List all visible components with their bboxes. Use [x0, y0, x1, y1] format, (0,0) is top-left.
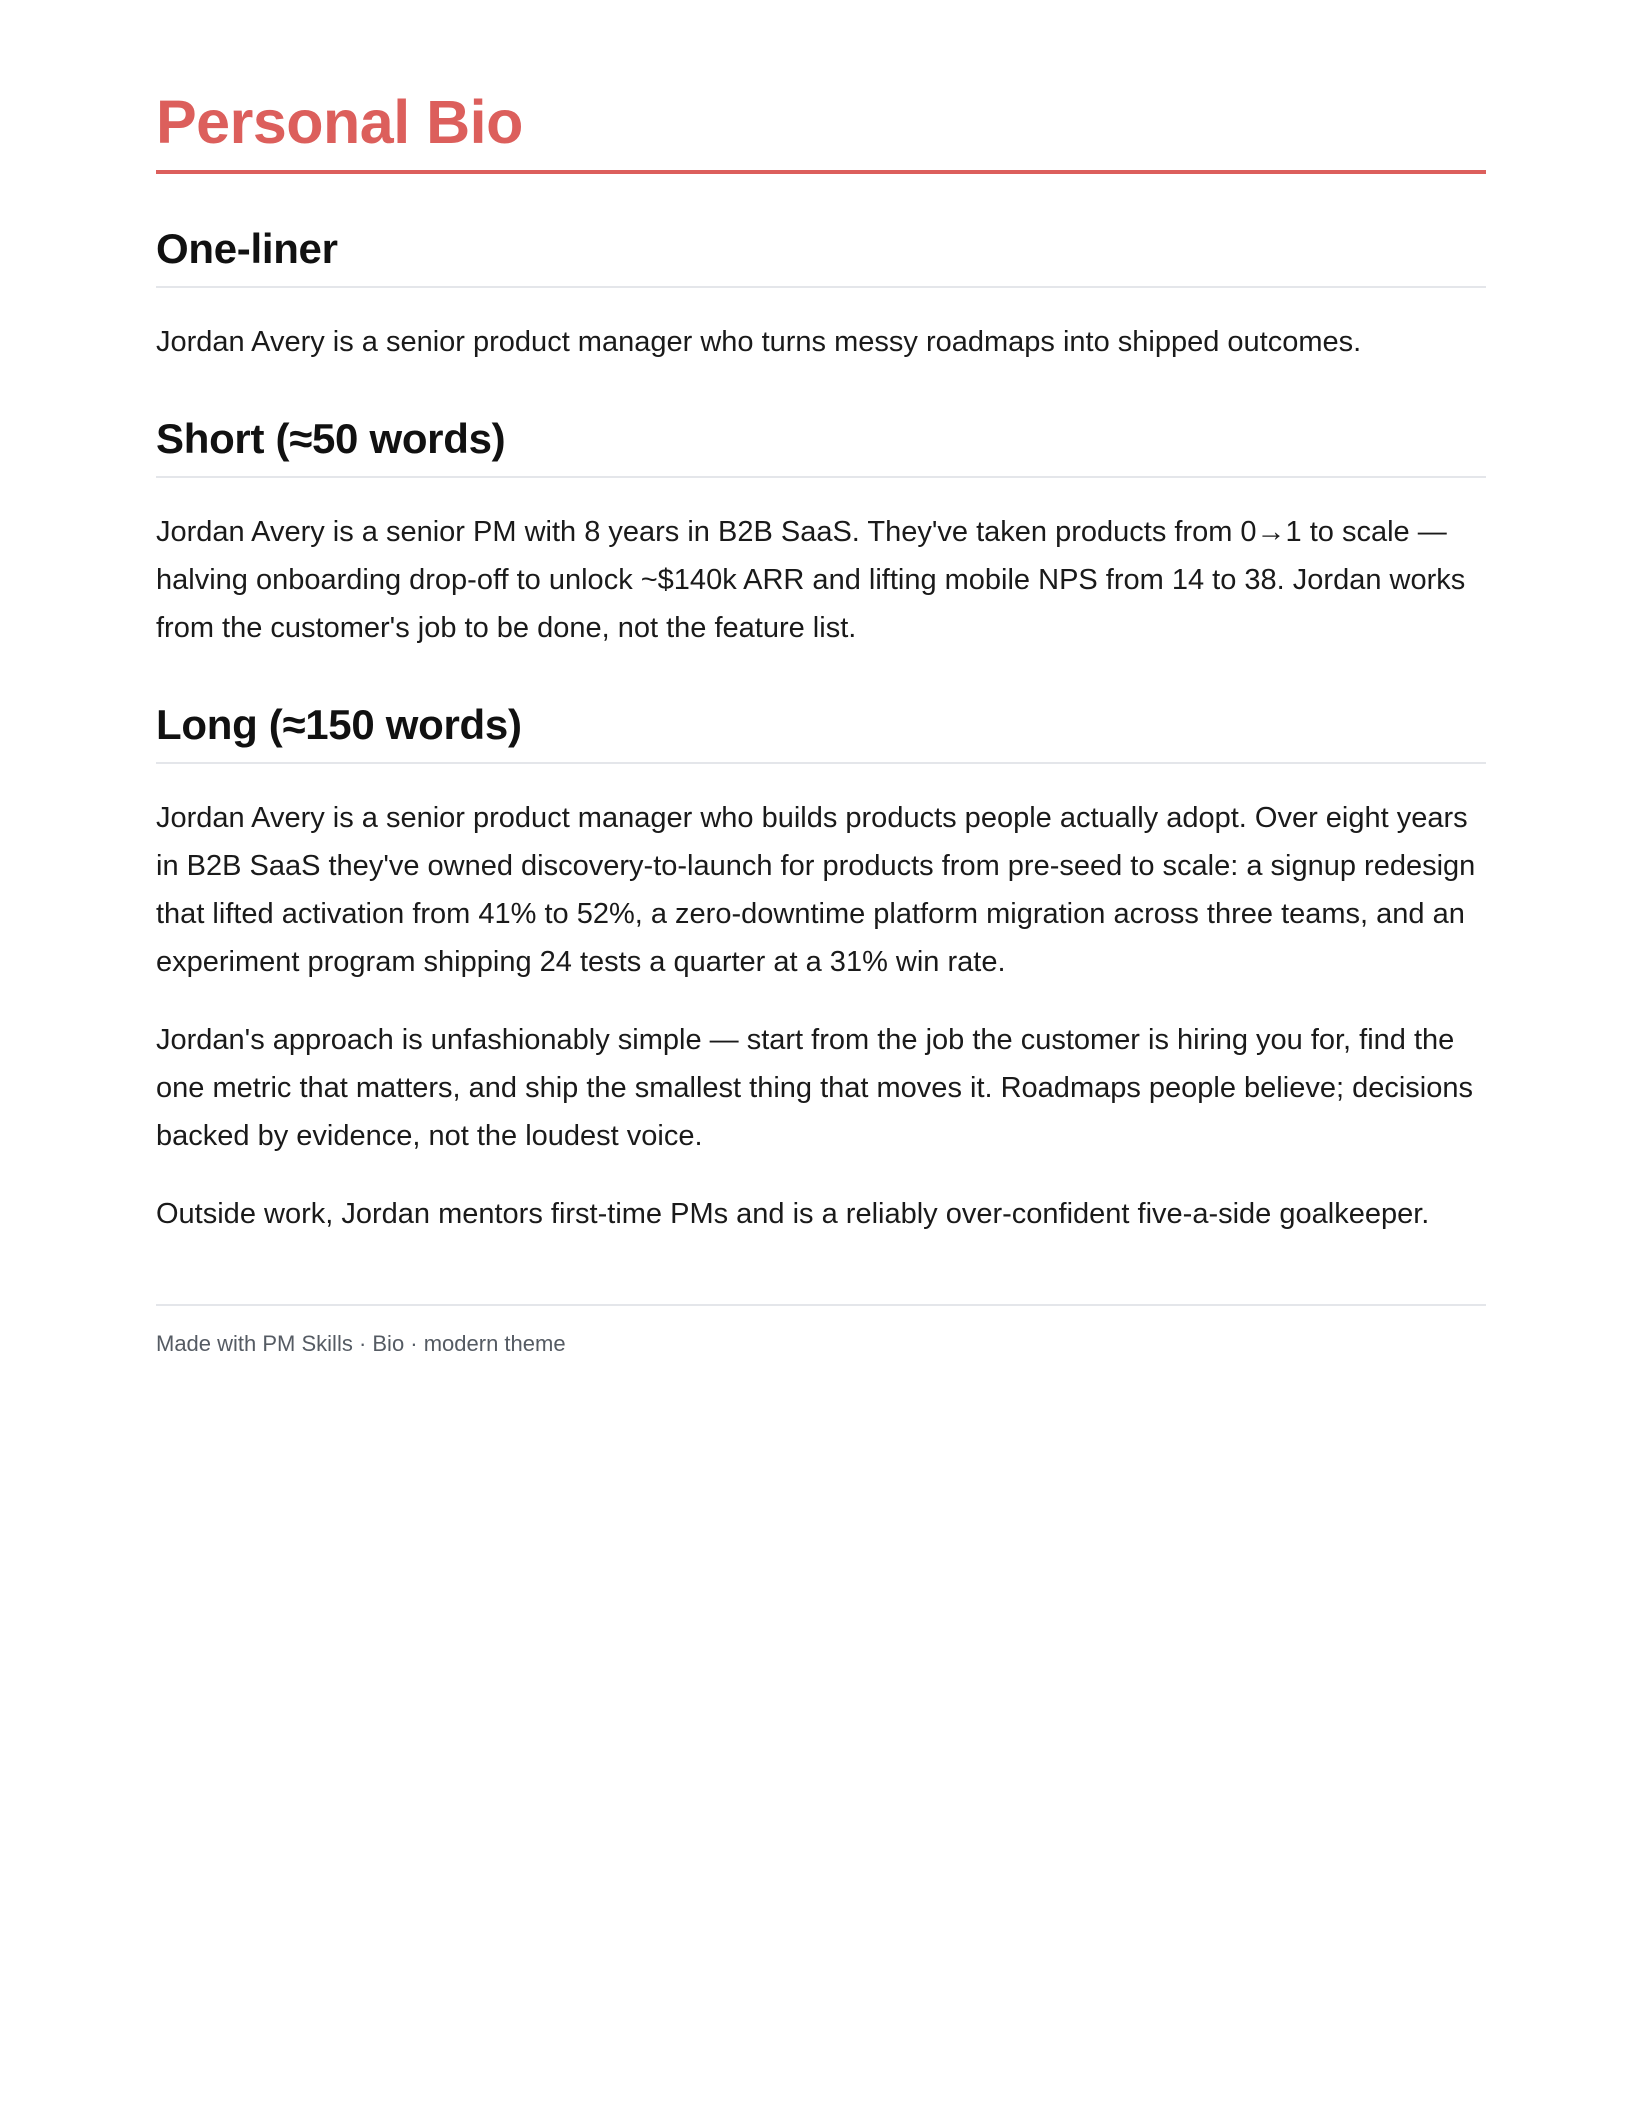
long-bio-paragraph-1: Jordan Avery is a senior product manager who builds products people actually adopt. Over eight years in B2B SaaS they've owned discovery-to-launch for products from pre-seed to scale: a signup redesign that lifted activation from 41% to 52%, a zero-downtime platform migration across three teams, and an experiment program shipping 24 tests a quarter at a 31% win rate.	[156, 802, 1476, 978]
section-one-liner	[156, 222, 1486, 366]
section-short	[156, 412, 1486, 652]
long-bio-paragraph-2: Jordan's approach is unfashionably simple — start from the job the customer is hiring you for, find the one metric that matters, and ship the smallest thing that moves it. Roadmaps people believe; decisions backed by evidence, not the loudest voice.	[156, 1024, 1473, 1152]
section-divider	[156, 476, 1486, 478]
section-divider	[156, 762, 1486, 764]
section-long	[156, 698, 1486, 1238]
section-divider	[156, 286, 1486, 288]
page-title: Personal Bio	[156, 88, 523, 156]
section-heading-short: Short (≈50 words)	[156, 415, 506, 462]
long-bio-paragraph-3: Outside work, Jordan mentors first-time PMs and is a reliably over-confident five-a-side goalkeeper.	[156, 1198, 1430, 1230]
section-heading-one-liner: One-liner	[156, 225, 338, 272]
footer-credit: Made with PM Skills · Bio · modern theme	[156, 1331, 566, 1356]
footer-divider	[156, 1304, 1486, 1306]
bio-document	[156, 0, 1486, 1358]
short-bio-paragraph: Jordan Avery is a senior PM with 8 years in B2B SaaS. They've taken products from 0→1 to scale — halving onboarding drop-off to unlock ~$140k ARR and lifting mobile NPS from 14 to 38. Jordan works from the customer's job to be done, not the feature list.	[156, 516, 1466, 644]
section-heading-long: Long (≈150 words)	[156, 701, 522, 748]
one-liner-paragraph: Jordan Avery is a senior product manager who turns messy roadmaps into shipped outcomes.	[156, 326, 1362, 358]
title-divider	[156, 170, 1486, 174]
